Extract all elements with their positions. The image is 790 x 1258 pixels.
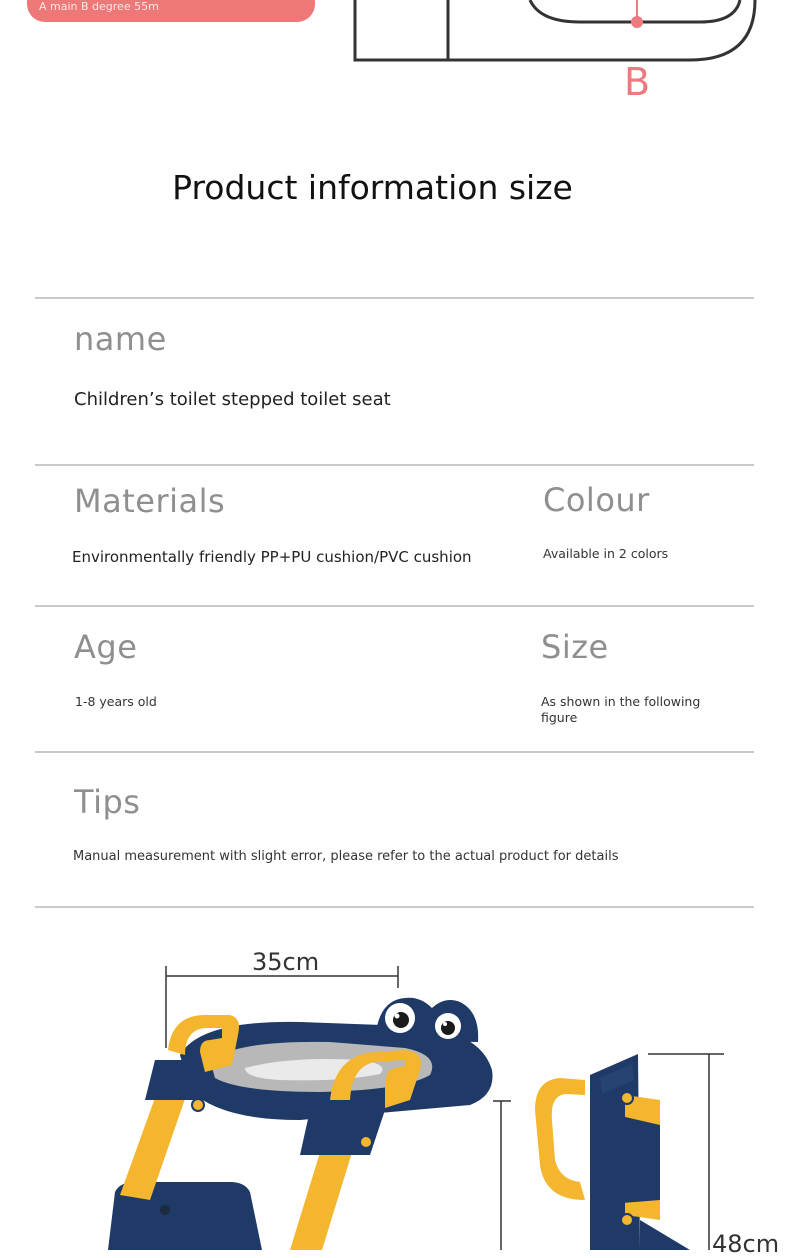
section-title: Product information size <box>172 168 573 207</box>
size-value-line2: figure <box>541 710 578 725</box>
age-label: Age <box>74 628 138 666</box>
dimension-banner <box>27 0 315 22</box>
divider <box>35 464 754 466</box>
colour-value: Available in 2 colors <box>543 546 669 561</box>
materials-value: Environmentally friendly PP+PU cushion/PVC cushion <box>72 548 472 566</box>
tips-value: Manual measurement with slight error, please refer to the actual product for details <box>73 849 619 864</box>
size-label: Size <box>541 628 609 666</box>
tips-label: Tips <box>74 783 141 821</box>
height-dimension-label: 48cm <box>712 1230 780 1258</box>
marker-label-b: B <box>623 60 651 104</box>
materials-label: Materials <box>74 482 226 520</box>
seat-outline-diagram <box>340 0 770 70</box>
divider <box>35 906 754 908</box>
divider <box>35 297 754 299</box>
colour-label: Colour <box>543 481 650 519</box>
divider <box>35 605 754 607</box>
divider <box>35 751 754 753</box>
size-value-line1: As shown in the following <box>541 694 701 709</box>
name-label: name <box>74 320 167 358</box>
age-value: 1-8 years old <box>75 694 157 709</box>
product-diagram <box>0 960 790 1250</box>
name-value: Children’s toilet stepped toilet seat <box>74 389 391 410</box>
banner-text: A main B degree 55m <box>39 0 159 13</box>
width-dimension-label: 35cm <box>252 948 320 976</box>
